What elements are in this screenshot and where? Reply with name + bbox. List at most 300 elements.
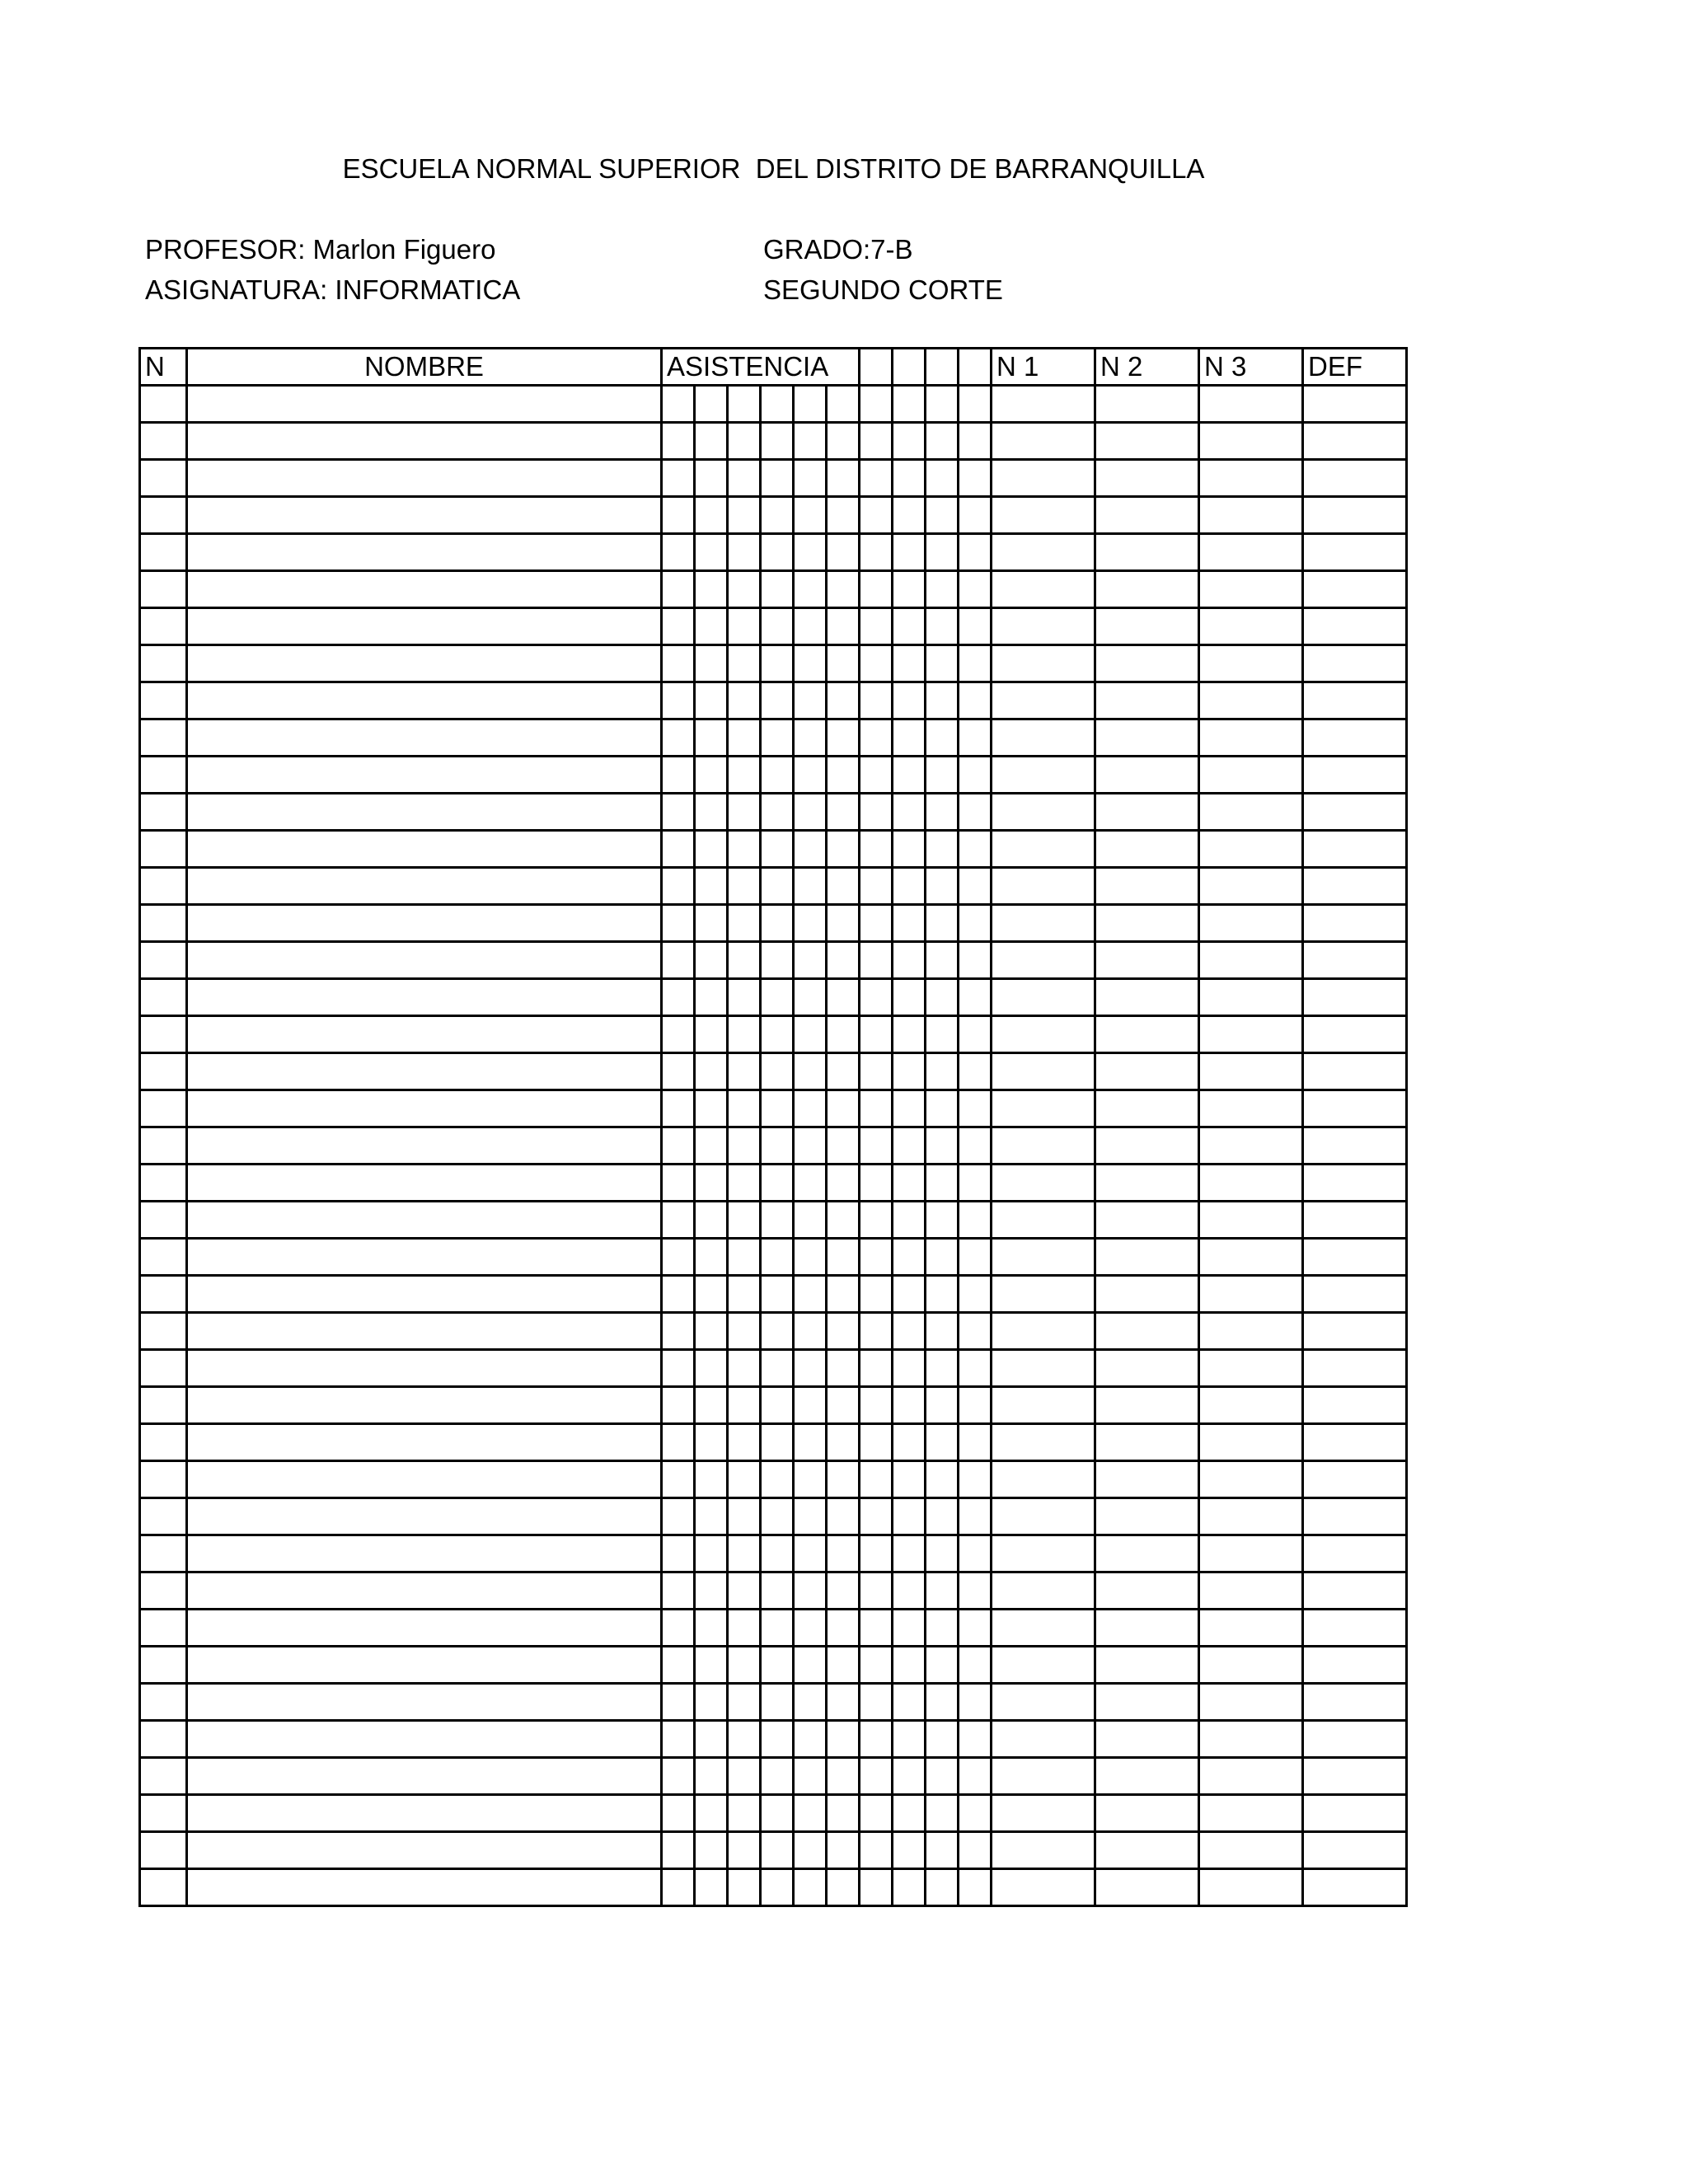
cell-n[interactable] xyxy=(140,386,187,423)
cell-attendance[interactable] xyxy=(926,905,959,942)
cell-attendance[interactable] xyxy=(761,1647,794,1684)
cell-attendance[interactable] xyxy=(662,1202,695,1239)
cell-attendance[interactable] xyxy=(926,719,959,757)
cell-attendance[interactable] xyxy=(794,682,827,719)
cell-nombre[interactable] xyxy=(187,1276,662,1313)
cell-attendance[interactable] xyxy=(794,645,827,682)
cell-attendance[interactable] xyxy=(827,1572,860,1610)
cell-attendance[interactable] xyxy=(662,868,695,905)
cell-attendance[interactable] xyxy=(827,1610,860,1647)
cell-attendance[interactable] xyxy=(728,1165,761,1202)
cell-attendance[interactable] xyxy=(827,1239,860,1276)
cell-attendance[interactable] xyxy=(728,1276,761,1313)
cell-n2[interactable] xyxy=(1095,1832,1199,1869)
cell-n1[interactable] xyxy=(992,682,1095,719)
cell-attendance[interactable] xyxy=(860,1276,893,1313)
cell-def[interactable] xyxy=(1303,1647,1407,1684)
cell-attendance[interactable] xyxy=(662,460,695,497)
cell-attendance[interactable] xyxy=(662,1313,695,1350)
cell-n1[interactable] xyxy=(992,1276,1095,1313)
cell-attendance[interactable] xyxy=(860,534,893,571)
cell-attendance[interactable] xyxy=(926,942,959,979)
cell-def[interactable] xyxy=(1303,1313,1407,1350)
cell-n3[interactable] xyxy=(1199,1461,1303,1498)
cell-attendance[interactable] xyxy=(695,1090,728,1127)
cell-attendance[interactable] xyxy=(827,645,860,682)
cell-attendance[interactable] xyxy=(959,1535,992,1572)
cell-attendance[interactable] xyxy=(926,645,959,682)
cell-attendance[interactable] xyxy=(893,905,926,942)
cell-attendance[interactable] xyxy=(926,1832,959,1869)
cell-attendance[interactable] xyxy=(662,571,695,608)
cell-attendance[interactable] xyxy=(662,942,695,979)
cell-n1[interactable] xyxy=(992,757,1095,794)
cell-n1[interactable] xyxy=(992,1016,1095,1053)
cell-attendance[interactable] xyxy=(860,1758,893,1795)
cell-n2[interactable] xyxy=(1095,645,1199,682)
cell-attendance[interactable] xyxy=(761,1869,794,1906)
cell-def[interactable] xyxy=(1303,1758,1407,1795)
cell-attendance[interactable] xyxy=(695,1498,728,1535)
cell-n[interactable] xyxy=(140,1498,187,1535)
cell-attendance[interactable] xyxy=(728,1387,761,1424)
cell-n2[interactable] xyxy=(1095,1498,1199,1535)
cell-attendance[interactable] xyxy=(761,868,794,905)
cell-n[interactable] xyxy=(140,1090,187,1127)
cell-attendance[interactable] xyxy=(695,682,728,719)
cell-attendance[interactable] xyxy=(926,1647,959,1684)
cell-attendance[interactable] xyxy=(761,571,794,608)
cell-attendance[interactable] xyxy=(794,1758,827,1795)
cell-attendance[interactable] xyxy=(926,1053,959,1090)
cell-attendance[interactable] xyxy=(926,794,959,831)
cell-attendance[interactable] xyxy=(728,942,761,979)
cell-nombre[interactable] xyxy=(187,905,662,942)
cell-attendance[interactable] xyxy=(893,1572,926,1610)
cell-def[interactable] xyxy=(1303,1572,1407,1610)
cell-attendance[interactable] xyxy=(860,1053,893,1090)
cell-attendance[interactable] xyxy=(662,497,695,534)
cell-attendance[interactable] xyxy=(926,682,959,719)
cell-n3[interactable] xyxy=(1199,757,1303,794)
cell-nombre[interactable] xyxy=(187,1165,662,1202)
cell-n2[interactable] xyxy=(1095,1387,1199,1424)
cell-attendance[interactable] xyxy=(926,423,959,460)
cell-attendance[interactable] xyxy=(662,979,695,1016)
cell-nombre[interactable] xyxy=(187,682,662,719)
cell-n3[interactable] xyxy=(1199,1795,1303,1832)
cell-n1[interactable] xyxy=(992,905,1095,942)
cell-nombre[interactable] xyxy=(187,719,662,757)
cell-n2[interactable] xyxy=(1095,571,1199,608)
cell-attendance[interactable] xyxy=(794,386,827,423)
cell-n1[interactable] xyxy=(992,1239,1095,1276)
cell-n3[interactable] xyxy=(1199,1869,1303,1906)
cell-attendance[interactable] xyxy=(893,1721,926,1758)
cell-attendance[interactable] xyxy=(695,1572,728,1610)
cell-attendance[interactable] xyxy=(761,1721,794,1758)
cell-attendance[interactable] xyxy=(926,1202,959,1239)
cell-attendance[interactable] xyxy=(794,831,827,868)
cell-nombre[interactable] xyxy=(187,1832,662,1869)
cell-attendance[interactable] xyxy=(662,645,695,682)
cell-attendance[interactable] xyxy=(959,1684,992,1721)
cell-attendance[interactable] xyxy=(662,757,695,794)
cell-attendance[interactable] xyxy=(893,1461,926,1498)
cell-nombre[interactable] xyxy=(187,423,662,460)
cell-attendance[interactable] xyxy=(860,1869,893,1906)
cell-attendance[interactable] xyxy=(860,386,893,423)
cell-attendance[interactable] xyxy=(728,719,761,757)
cell-attendance[interactable] xyxy=(860,1165,893,1202)
cell-n3[interactable] xyxy=(1199,979,1303,1016)
cell-attendance[interactable] xyxy=(662,534,695,571)
cell-attendance[interactable] xyxy=(959,423,992,460)
cell-attendance[interactable] xyxy=(695,831,728,868)
cell-attendance[interactable] xyxy=(761,1684,794,1721)
cell-attendance[interactable] xyxy=(662,1572,695,1610)
cell-n3[interactable] xyxy=(1199,831,1303,868)
cell-n1[interactable] xyxy=(992,1758,1095,1795)
cell-attendance[interactable] xyxy=(695,905,728,942)
cell-nombre[interactable] xyxy=(187,1016,662,1053)
cell-attendance[interactable] xyxy=(893,1498,926,1535)
cell-attendance[interactable] xyxy=(761,645,794,682)
cell-attendance[interactable] xyxy=(695,1535,728,1572)
cell-nombre[interactable] xyxy=(187,1758,662,1795)
cell-n[interactable] xyxy=(140,460,187,497)
cell-attendance[interactable] xyxy=(959,1350,992,1387)
cell-attendance[interactable] xyxy=(893,682,926,719)
cell-attendance[interactable] xyxy=(926,1610,959,1647)
cell-attendance[interactable] xyxy=(761,1387,794,1424)
cell-attendance[interactable] xyxy=(794,1572,827,1610)
cell-n2[interactable] xyxy=(1095,608,1199,645)
cell-attendance[interactable] xyxy=(827,423,860,460)
cell-attendance[interactable] xyxy=(662,1165,695,1202)
cell-attendance[interactable] xyxy=(662,1721,695,1758)
cell-attendance[interactable] xyxy=(761,1572,794,1610)
cell-attendance[interactable] xyxy=(959,460,992,497)
cell-attendance[interactable] xyxy=(860,1721,893,1758)
cell-n2[interactable] xyxy=(1095,682,1199,719)
cell-attendance[interactable] xyxy=(695,645,728,682)
cell-n1[interactable] xyxy=(992,386,1095,423)
cell-n1[interactable] xyxy=(992,1165,1095,1202)
cell-def[interactable] xyxy=(1303,1869,1407,1906)
cell-attendance[interactable] xyxy=(794,757,827,794)
cell-attendance[interactable] xyxy=(728,979,761,1016)
cell-n[interactable] xyxy=(140,868,187,905)
cell-nombre[interactable] xyxy=(187,1387,662,1424)
cell-n[interactable] xyxy=(140,905,187,942)
cell-attendance[interactable] xyxy=(695,942,728,979)
cell-attendance[interactable] xyxy=(728,1016,761,1053)
cell-n2[interactable] xyxy=(1095,1795,1199,1832)
cell-attendance[interactable] xyxy=(728,1239,761,1276)
cell-def[interactable] xyxy=(1303,1127,1407,1165)
cell-n2[interactable] xyxy=(1095,1127,1199,1165)
cell-n3[interactable] xyxy=(1199,1572,1303,1610)
cell-def[interactable] xyxy=(1303,1276,1407,1313)
cell-n1[interactable] xyxy=(992,460,1095,497)
cell-nombre[interactable] xyxy=(187,1424,662,1461)
cell-n1[interactable] xyxy=(992,608,1095,645)
cell-n[interactable] xyxy=(140,1610,187,1647)
cell-attendance[interactable] xyxy=(662,1758,695,1795)
cell-nombre[interactable] xyxy=(187,608,662,645)
cell-n1[interactable] xyxy=(992,1313,1095,1350)
cell-attendance[interactable] xyxy=(926,1498,959,1535)
cell-attendance[interactable] xyxy=(893,1313,926,1350)
cell-nombre[interactable] xyxy=(187,1053,662,1090)
cell-n3[interactable] xyxy=(1199,1239,1303,1276)
cell-attendance[interactable] xyxy=(893,1424,926,1461)
cell-def[interactable] xyxy=(1303,1684,1407,1721)
cell-attendance[interactable] xyxy=(695,1165,728,1202)
cell-nombre[interactable] xyxy=(187,534,662,571)
cell-n1[interactable] xyxy=(992,942,1095,979)
cell-n[interactable] xyxy=(140,682,187,719)
cell-attendance[interactable] xyxy=(860,757,893,794)
cell-n2[interactable] xyxy=(1095,1016,1199,1053)
cell-attendance[interactable] xyxy=(926,1165,959,1202)
cell-attendance[interactable] xyxy=(926,571,959,608)
cell-attendance[interactable] xyxy=(761,979,794,1016)
cell-def[interactable] xyxy=(1303,423,1407,460)
cell-attendance[interactable] xyxy=(794,719,827,757)
cell-attendance[interactable] xyxy=(761,1498,794,1535)
cell-attendance[interactable] xyxy=(860,682,893,719)
cell-def[interactable] xyxy=(1303,1461,1407,1498)
cell-n1[interactable] xyxy=(992,1684,1095,1721)
cell-def[interactable] xyxy=(1303,1165,1407,1202)
cell-attendance[interactable] xyxy=(728,608,761,645)
cell-attendance[interactable] xyxy=(794,1721,827,1758)
cell-attendance[interactable] xyxy=(695,1276,728,1313)
cell-n1[interactable] xyxy=(992,1498,1095,1535)
cell-attendance[interactable] xyxy=(695,1387,728,1424)
cell-n2[interactable] xyxy=(1095,1758,1199,1795)
cell-n1[interactable] xyxy=(992,1127,1095,1165)
cell-attendance[interactable] xyxy=(728,1350,761,1387)
cell-attendance[interactable] xyxy=(926,1387,959,1424)
cell-n3[interactable] xyxy=(1199,1016,1303,1053)
cell-attendance[interactable] xyxy=(860,942,893,979)
cell-attendance[interactable] xyxy=(959,1313,992,1350)
cell-attendance[interactable] xyxy=(695,1684,728,1721)
cell-attendance[interactable] xyxy=(695,1202,728,1239)
cell-attendance[interactable] xyxy=(761,1832,794,1869)
cell-n[interactable] xyxy=(140,1276,187,1313)
cell-nombre[interactable] xyxy=(187,1350,662,1387)
cell-attendance[interactable] xyxy=(794,1350,827,1387)
cell-attendance[interactable] xyxy=(959,1090,992,1127)
cell-attendance[interactable] xyxy=(893,831,926,868)
cell-attendance[interactable] xyxy=(959,608,992,645)
cell-attendance[interactable] xyxy=(893,1016,926,1053)
cell-attendance[interactable] xyxy=(926,1869,959,1906)
cell-attendance[interactable] xyxy=(926,1461,959,1498)
cell-attendance[interactable] xyxy=(926,1572,959,1610)
cell-attendance[interactable] xyxy=(662,1276,695,1313)
cell-n1[interactable] xyxy=(992,534,1095,571)
cell-n1[interactable] xyxy=(992,719,1095,757)
cell-nombre[interactable] xyxy=(187,1313,662,1350)
cell-n3[interactable] xyxy=(1199,1387,1303,1424)
cell-n3[interactable] xyxy=(1199,1276,1303,1313)
cell-attendance[interactable] xyxy=(794,1461,827,1498)
cell-attendance[interactable] xyxy=(860,1461,893,1498)
cell-attendance[interactable] xyxy=(761,1090,794,1127)
cell-def[interactable] xyxy=(1303,1832,1407,1869)
cell-attendance[interactable] xyxy=(794,1387,827,1424)
cell-n2[interactable] xyxy=(1095,497,1199,534)
cell-n[interactable] xyxy=(140,1424,187,1461)
cell-attendance[interactable] xyxy=(893,534,926,571)
cell-n1[interactable] xyxy=(992,1461,1095,1498)
cell-attendance[interactable] xyxy=(728,645,761,682)
cell-n[interactable] xyxy=(140,534,187,571)
cell-attendance[interactable] xyxy=(827,1535,860,1572)
cell-n2[interactable] xyxy=(1095,831,1199,868)
cell-n2[interactable] xyxy=(1095,1535,1199,1572)
cell-attendance[interactable] xyxy=(695,1461,728,1498)
cell-attendance[interactable] xyxy=(893,1869,926,1906)
cell-nombre[interactable] xyxy=(187,1239,662,1276)
cell-n3[interactable] xyxy=(1199,1721,1303,1758)
cell-attendance[interactable] xyxy=(893,868,926,905)
cell-n[interactable] xyxy=(140,794,187,831)
cell-n[interactable] xyxy=(140,757,187,794)
cell-attendance[interactable] xyxy=(662,1424,695,1461)
cell-attendance[interactable] xyxy=(794,1498,827,1535)
cell-n3[interactable] xyxy=(1199,460,1303,497)
cell-n3[interactable] xyxy=(1199,423,1303,460)
cell-nombre[interactable] xyxy=(187,645,662,682)
cell-attendance[interactable] xyxy=(761,1127,794,1165)
cell-n1[interactable] xyxy=(992,1832,1095,1869)
cell-attendance[interactable] xyxy=(662,1647,695,1684)
cell-attendance[interactable] xyxy=(662,1869,695,1906)
cell-n[interactable] xyxy=(140,1127,187,1165)
cell-def[interactable] xyxy=(1303,1239,1407,1276)
cell-attendance[interactable] xyxy=(662,1387,695,1424)
cell-def[interactable] xyxy=(1303,1498,1407,1535)
cell-attendance[interactable] xyxy=(893,1684,926,1721)
cell-attendance[interactable] xyxy=(959,905,992,942)
cell-attendance[interactable] xyxy=(695,794,728,831)
cell-attendance[interactable] xyxy=(926,1313,959,1350)
cell-n3[interactable] xyxy=(1199,682,1303,719)
cell-attendance[interactable] xyxy=(695,1127,728,1165)
cell-attendance[interactable] xyxy=(860,1239,893,1276)
cell-n2[interactable] xyxy=(1095,1090,1199,1127)
cell-attendance[interactable] xyxy=(926,534,959,571)
cell-attendance[interactable] xyxy=(893,719,926,757)
cell-attendance[interactable] xyxy=(959,1239,992,1276)
cell-n2[interactable] xyxy=(1095,386,1199,423)
cell-attendance[interactable] xyxy=(959,1202,992,1239)
cell-attendance[interactable] xyxy=(893,1127,926,1165)
cell-n1[interactable] xyxy=(992,571,1095,608)
cell-attendance[interactable] xyxy=(728,1572,761,1610)
cell-nombre[interactable] xyxy=(187,1610,662,1647)
cell-attendance[interactable] xyxy=(959,1610,992,1647)
cell-def[interactable] xyxy=(1303,645,1407,682)
cell-n[interactable] xyxy=(140,1239,187,1276)
cell-n2[interactable] xyxy=(1095,942,1199,979)
cell-attendance[interactable] xyxy=(662,1053,695,1090)
cell-n[interactable] xyxy=(140,1202,187,1239)
cell-n1[interactable] xyxy=(992,1647,1095,1684)
cell-attendance[interactable] xyxy=(794,534,827,571)
cell-attendance[interactable] xyxy=(959,1758,992,1795)
cell-attendance[interactable] xyxy=(794,1090,827,1127)
cell-attendance[interactable] xyxy=(827,757,860,794)
cell-attendance[interactable] xyxy=(827,497,860,534)
cell-attendance[interactable] xyxy=(959,1647,992,1684)
cell-attendance[interactable] xyxy=(827,868,860,905)
cell-attendance[interactable] xyxy=(959,757,992,794)
cell-n[interactable] xyxy=(140,942,187,979)
cell-attendance[interactable] xyxy=(728,682,761,719)
cell-attendance[interactable] xyxy=(761,905,794,942)
cell-attendance[interactable] xyxy=(893,1090,926,1127)
cell-nombre[interactable] xyxy=(187,497,662,534)
cell-attendance[interactable] xyxy=(926,1090,959,1127)
cell-attendance[interactable] xyxy=(761,1202,794,1239)
cell-n1[interactable] xyxy=(992,1202,1095,1239)
cell-n[interactable] xyxy=(140,719,187,757)
cell-nombre[interactable] xyxy=(187,1795,662,1832)
cell-attendance[interactable] xyxy=(695,979,728,1016)
cell-attendance[interactable] xyxy=(662,1610,695,1647)
cell-attendance[interactable] xyxy=(860,497,893,534)
cell-attendance[interactable] xyxy=(794,1869,827,1906)
cell-attendance[interactable] xyxy=(728,1758,761,1795)
cell-attendance[interactable] xyxy=(959,1165,992,1202)
cell-attendance[interactable] xyxy=(926,1684,959,1721)
cell-attendance[interactable] xyxy=(794,1239,827,1276)
cell-nombre[interactable] xyxy=(187,1202,662,1239)
cell-n2[interactable] xyxy=(1095,1721,1199,1758)
cell-attendance[interactable] xyxy=(926,1795,959,1832)
cell-attendance[interactable] xyxy=(827,1276,860,1313)
cell-attendance[interactable] xyxy=(728,1461,761,1498)
cell-attendance[interactable] xyxy=(893,1610,926,1647)
cell-attendance[interactable] xyxy=(761,719,794,757)
cell-attendance[interactable] xyxy=(662,719,695,757)
cell-attendance[interactable] xyxy=(794,1647,827,1684)
cell-attendance[interactable] xyxy=(893,1276,926,1313)
cell-n[interactable] xyxy=(140,1387,187,1424)
cell-attendance[interactable] xyxy=(794,905,827,942)
cell-attendance[interactable] xyxy=(893,1832,926,1869)
cell-attendance[interactable] xyxy=(827,1832,860,1869)
cell-attendance[interactable] xyxy=(761,1053,794,1090)
cell-attendance[interactable] xyxy=(959,1572,992,1610)
cell-attendance[interactable] xyxy=(728,868,761,905)
cell-n2[interactable] xyxy=(1095,460,1199,497)
cell-attendance[interactable] xyxy=(728,1090,761,1127)
cell-attendance[interactable] xyxy=(827,794,860,831)
cell-attendance[interactable] xyxy=(827,1795,860,1832)
cell-attendance[interactable] xyxy=(860,1127,893,1165)
cell-attendance[interactable] xyxy=(728,1498,761,1535)
cell-attendance[interactable] xyxy=(794,794,827,831)
cell-nombre[interactable] xyxy=(187,1572,662,1610)
